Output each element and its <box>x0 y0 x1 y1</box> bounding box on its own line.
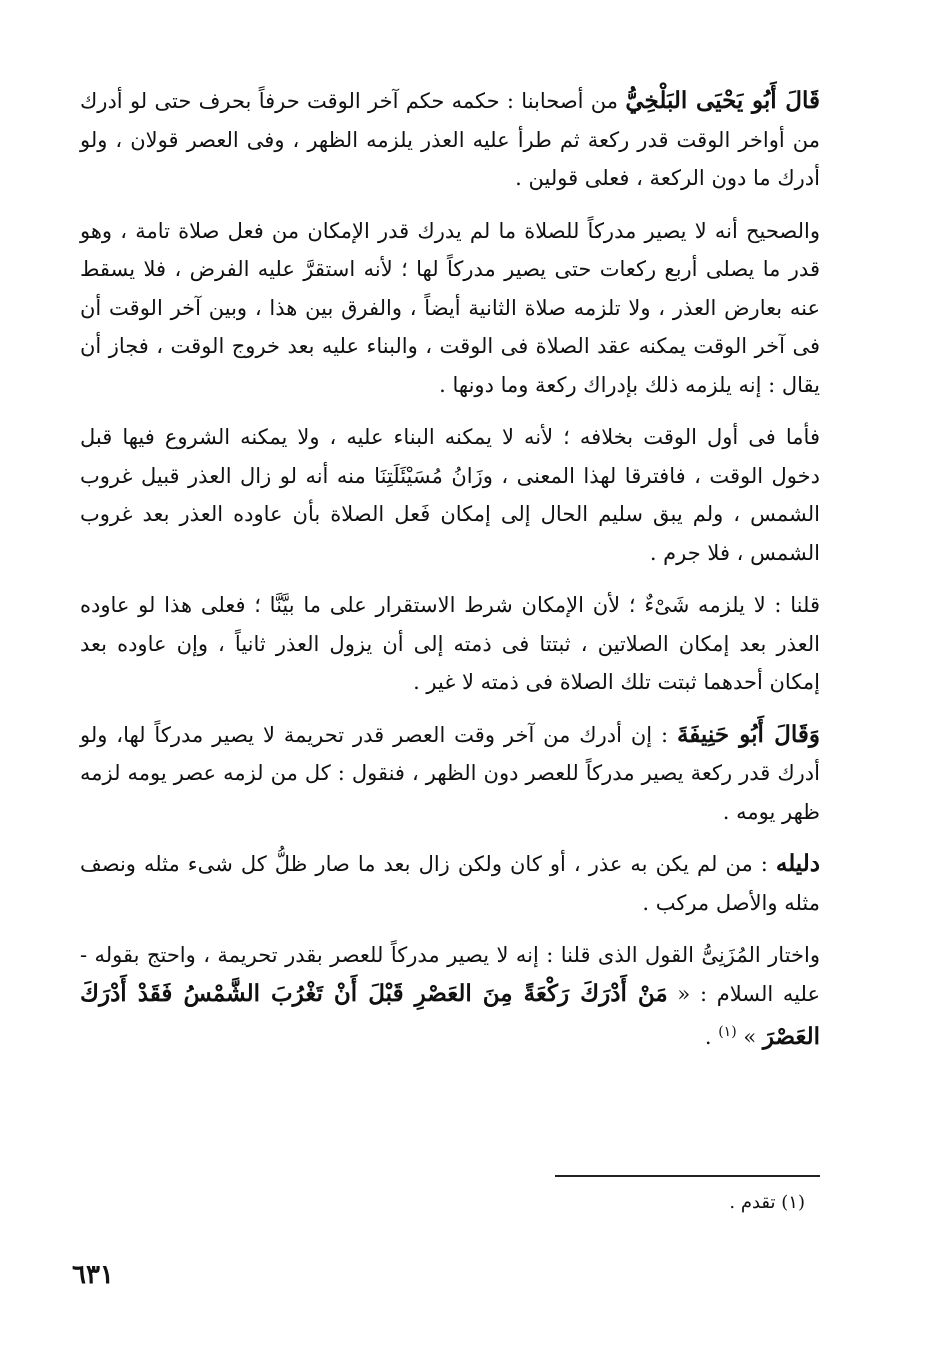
hadith-end: . <box>704 1025 719 1049</box>
paragraph-5 <box>80 716 820 832</box>
footnote-divider <box>555 1175 820 1177</box>
paragraph-text: : من لم يكن به عذر ، أو كان ولكن زال بعد ما صار ظلُّ كل شىء مثله ونصف مثله والأصل مركب . <box>80 852 820 915</box>
paragraph-4 <box>80 586 820 702</box>
paragraph-2 <box>80 212 820 405</box>
footnote: (١) تقدم . <box>729 1192 805 1213</box>
page-number: ٦٣١ <box>72 1260 114 1290</box>
footnote-ref: (١) <box>718 1024 737 1040</box>
paragraph-3 <box>80 418 820 572</box>
paragraph-lead: قَالَ أَبُو يَحْيَى البَلْخِيُّ <box>625 87 820 114</box>
hadith-quote: مَنْ أَدْرَكَ رَكْعَةً مِنَ العَصْرِ قَبْلَ أَنْ تَغْرُبَ الشَّمْسُ فَقَدْ أَدْرَكَ العَصْرَ <box>80 979 820 1050</box>
paragraph-text: واختار المُزَنِىُّ القول الذى قلنا : إنه لا يصير مدركاً للعصر بقدر تحريمة ، واحتج بقوله - عليه السلام : « <box>80 943 821 1006</box>
paragraph-6 <box>80 845 820 922</box>
paragraph-text: قلنا : لا يلزمه شَىْءٌ ؛ لأن الإمكان شرط الاستقرار على ما بيَّنَّا ؛ فعلى هذا لو عاوده العذر بعد إمكان الصلاتين ، ثبتتا فى ذمته إلى أن يزول العذر ثانياً ، وإن عاوده بعد إمكان أحدهما ثبتت تلك الصلاة فى ذمته لا غير . <box>80 593 820 694</box>
paragraph-1 <box>80 82 820 198</box>
paragraph-7 <box>80 936 820 1057</box>
paragraph-text: والصحيح أنه لا يصير مدركاً للصلاة ما لم يدرك قدر الإمكان من فعل صلاة تامة ، وهو قدر ما يصلى أربع ركعات حتى يصير مدركاً لها ؛ لأنه استقرَّ عليه الفرض ، فلا يسقط عنه بعارض العذر ، ولا تلزمه صلاة الثانية أيضاً ، والفرق بين هذا ، وبين آخر الوقت أن فى آخر الوقت يمكنه عقد الصلاة فى الوقت ، والبناء عليه بعد خروج الوقت ، فجاز أن يقال : إنه يلزمه ذلك بإدراك ركعة وما دونها . <box>80 218 820 397</box>
paragraph-text: من أصحابنا : حكمه حكم آخر الوقت حرفاً بحرف حتى لو أدرك من أواخر الوقت قدر ركعة ثم طرأ عليه العذر يلزمه الظهر ، وفى العصر قولان ، ولو أدرك ما دون الركعة ، فعلى قولين . <box>80 89 820 190</box>
paragraph-lead: وَقَالَ أَبُو حَنِيفَةَ <box>676 720 820 748</box>
paragraph-text: فأما فى أول الوقت بخلافه ؛ لأنه لا يمكنه البناء عليه ، ولا يمكنه الشروع فيها قبل دخول الوقت ، فافترقا لهذا المعنى ، وزَانُ مُسَيْئَلَتِنَا منه أنه لو زال العذر قبيل غروب الشمس ، ولم يبق سليم الحال إلى إمكان فَعل الصلاة بأن عاوده العذر بعد غروب الشمس ، فلا جرم . <box>80 425 820 565</box>
paragraph-text: : إن أدرك من آخر وقت العصر قدر تحريمة لا يصير مدركاً لها، ولو أدرك قدر ركعة يصير مدركاً للعصر دون الظهر ، فنقول : كل من لزمه عصر يومه لزمه ظهر يومه . <box>80 722 820 824</box>
paragraph-lead: دليله <box>775 850 820 877</box>
page-body <box>80 82 820 1071</box>
hadith-close: » <box>736 1025 763 1049</box>
